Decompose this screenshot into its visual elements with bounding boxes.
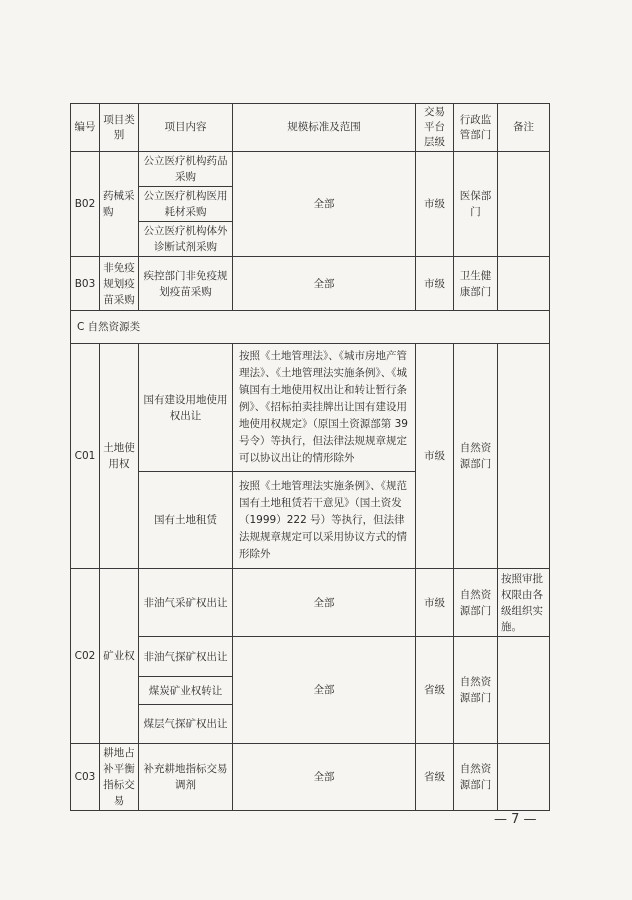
platform-cell: 省级 (416, 637, 454, 744)
header-category: 项目类别 (100, 104, 139, 152)
content-cell: 疾控部门非免疫规划疫苗采购 (139, 257, 233, 311)
content-cell: 补充耕地指标交易调剂 (139, 744, 233, 811)
dept-cell: 医保部门 (454, 152, 498, 257)
category-cell: 非免疫规划疫苗采购 (100, 257, 139, 311)
table-row-c03 (71, 744, 550, 811)
scope-cell: 全部 (233, 257, 416, 311)
section-row (71, 311, 550, 344)
dept-cell: 自然资源部门 (454, 569, 498, 637)
remark-cell: 按照审批权限由各级组织实施。 (498, 569, 550, 637)
header-remark: 备注 (498, 104, 550, 152)
platform-cell: 市级 (416, 152, 454, 257)
remark-cell (498, 344, 550, 569)
remark-cell (498, 257, 550, 311)
header-content: 项目内容 (139, 104, 233, 152)
category-cell: 矿业权 (100, 569, 139, 744)
table-row-b03 (71, 257, 550, 311)
section-title: C 自然资源类 (71, 311, 550, 344)
content-cell: 煤炭矿业权转让 (139, 677, 233, 705)
content-cell: 国有土地租赁 (139, 472, 233, 569)
scope-cell: 按照《土地管理法实施条例》、《规范国有土地租赁若干意见》（国土资发（1999）222 号）等执行，但法律法规规章规定可以采用协议方式的情形除外 (233, 472, 416, 569)
table-row-c02-2 (71, 637, 550, 677)
category-cell: 土地使用权 (100, 344, 139, 569)
remark-cell (498, 637, 550, 744)
scope-cell: 全部 (233, 744, 416, 811)
category-cell: 耕地占补平衡指标交易 (100, 744, 139, 811)
header-scope: 规模标准及范围 (233, 104, 416, 152)
dept-cell: 自然资源部门 (454, 344, 498, 569)
remark-cell (498, 744, 550, 811)
code-cell: C01 (71, 344, 100, 569)
category-cell: 药械采购 (100, 152, 139, 257)
content-cell: 公立医疗机构体外诊断试剂采购 (139, 222, 233, 257)
table-row-c02 (71, 569, 550, 637)
code-cell: C02 (71, 569, 100, 744)
code-cell: B03 (71, 257, 100, 311)
remark-cell (498, 152, 550, 257)
header-platform: 交易平台层级 (416, 104, 454, 152)
content-cell: 非油气采矿权出让 (139, 569, 233, 637)
header-row (71, 104, 550, 152)
table-row-c01 (71, 344, 550, 472)
table-row-b02 (71, 152, 550, 187)
scope-cell: 全部 (233, 569, 416, 637)
scope-cell: 全部 (233, 152, 416, 257)
content-cell: 公立医疗机构药品采购 (139, 152, 233, 187)
content-cell: 非油气探矿权出让 (139, 637, 233, 677)
dept-cell: 自然资源部门 (454, 637, 498, 744)
page-number: — 7 — (494, 812, 537, 827)
platform-cell: 市级 (416, 344, 454, 569)
scope-cell: 全部 (233, 637, 416, 744)
platform-cell: 市级 (416, 257, 454, 311)
platform-cell: 市级 (416, 569, 454, 637)
code-cell: C03 (71, 744, 100, 811)
header-code: 编号 (71, 104, 100, 152)
content-cell: 煤层气探矿权出让 (139, 705, 233, 744)
dept-cell: 自然资源部门 (454, 744, 498, 811)
dept-cell: 卫生健康部门 (454, 257, 498, 311)
code-cell: B02 (71, 152, 100, 257)
content-cell: 国有建设用地使用权出让 (139, 344, 233, 472)
content-cell: 公立医疗机构医用耗材采购 (139, 187, 233, 222)
scope-cell: 按照《土地管理法》、《城市房地产管理法》、《土地管理法实施条例》、《城镇国有土地使用权出让和转让暂行条例》、《招标拍卖挂牌出让国有建设用地使用权规定》（原国土资源部第 39 号令）等执行，但法律法规规章规定可以协议出让的情形除外 (233, 344, 416, 472)
project-table (70, 103, 550, 811)
platform-cell: 省级 (416, 744, 454, 811)
header-dept: 行政监管部门 (454, 104, 498, 152)
